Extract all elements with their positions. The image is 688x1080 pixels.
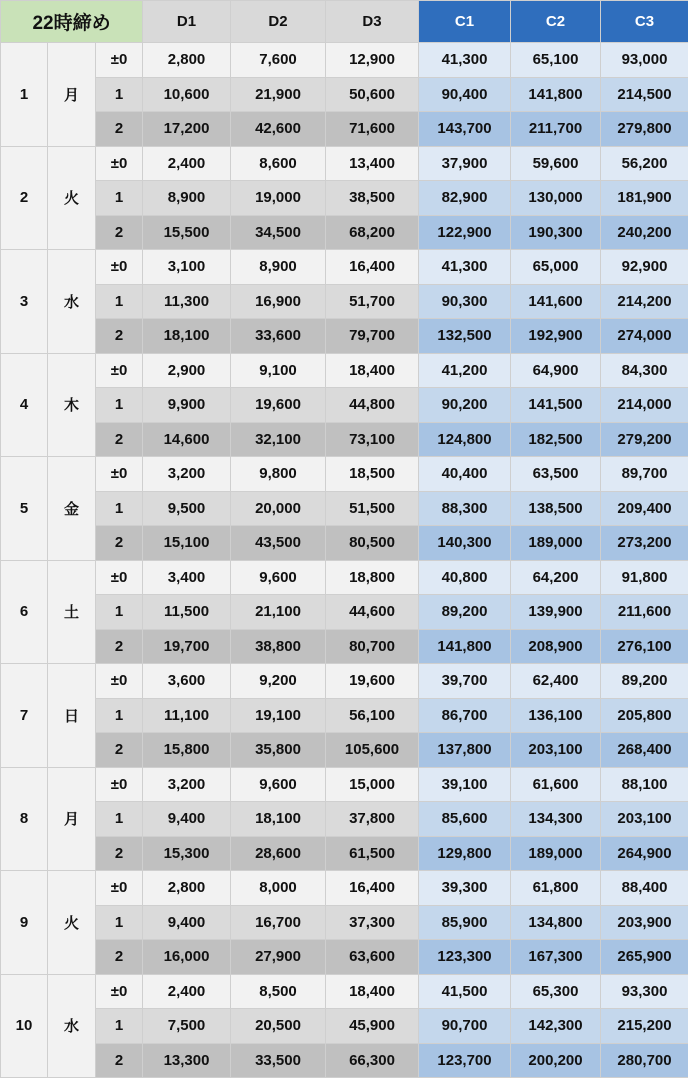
value-cell-c3[interactable]: 214,200 (601, 284, 688, 319)
value-cell-d2[interactable]: 9,600 (231, 767, 326, 802)
value-cell-c1[interactable]: 89,200 (419, 595, 511, 630)
value-cell-d2[interactable]: 18,100 (231, 802, 326, 837)
value-cell-d3[interactable]: 45,900 (326, 1009, 419, 1044)
value-cell-d3[interactable]: 37,300 (326, 905, 419, 940)
level-cell[interactable]: 2 (96, 526, 143, 561)
value-cell-d3[interactable]: 56,100 (326, 698, 419, 733)
value-cell-d2[interactable]: 8,600 (231, 146, 326, 181)
value-cell-c1[interactable]: 123,300 (419, 940, 511, 975)
value-cell-c2[interactable]: 190,300 (511, 215, 601, 250)
level-cell[interactable]: 1 (96, 491, 143, 526)
value-cell-d1[interactable]: 2,800 (143, 871, 231, 906)
value-cell-d3[interactable]: 12,900 (326, 43, 419, 78)
value-cell-c1[interactable]: 41,200 (419, 353, 511, 388)
value-cell-d1[interactable]: 18,100 (143, 319, 231, 354)
value-cell-d2[interactable]: 21,100 (231, 595, 326, 630)
value-cell-c3[interactable]: 279,200 (601, 422, 688, 457)
value-cell-c1[interactable]: 124,800 (419, 422, 511, 457)
value-cell-c1[interactable]: 37,900 (419, 146, 511, 181)
value-cell-d1[interactable]: 2,800 (143, 43, 231, 78)
value-cell-d2[interactable]: 38,800 (231, 629, 326, 664)
value-cell-d1[interactable]: 15,800 (143, 733, 231, 768)
value-cell-d1[interactable]: 13,300 (143, 1043, 231, 1078)
table-row (1, 664, 688, 699)
value-cell-d1[interactable]: 10,600 (143, 77, 231, 112)
table-row (1, 1043, 688, 1078)
value-cell-c2[interactable]: 64,900 (511, 353, 601, 388)
value-cell-d3[interactable]: 18,400 (326, 353, 419, 388)
value-cell-d2[interactable]: 8,500 (231, 974, 326, 1009)
value-cell-c1[interactable]: 82,900 (419, 181, 511, 216)
value-cell-d1[interactable]: 15,100 (143, 526, 231, 561)
value-cell-c1[interactable]: 88,300 (419, 491, 511, 526)
value-cell-d3[interactable]: 44,600 (326, 595, 419, 630)
value-cell-c3[interactable]: 84,300 (601, 353, 688, 388)
table-row (1, 940, 688, 975)
weekday-cell[interactable]: 水 (48, 250, 96, 354)
value-cell-c1[interactable]: 132,500 (419, 319, 511, 354)
table-title[interactable]: 22時締め (1, 1, 143, 43)
value-cell-d1[interactable]: 9,400 (143, 802, 231, 837)
table-row (1, 733, 688, 768)
level-cell[interactable]: ±0 (96, 250, 143, 285)
header-row (1, 1, 688, 43)
value-cell-c3[interactable]: 56,200 (601, 146, 688, 181)
value-cell-d2[interactable]: 42,600 (231, 112, 326, 147)
value-cell-c1[interactable]: 90,700 (419, 1009, 511, 1044)
value-cell-d1[interactable]: 19,700 (143, 629, 231, 664)
table-row (1, 353, 688, 388)
value-cell-d3[interactable]: 80,700 (326, 629, 419, 664)
table-row (1, 526, 688, 561)
weekday-cell[interactable]: 水 (48, 974, 96, 1078)
table-row (1, 319, 688, 354)
value-cell-d2[interactable]: 8,000 (231, 871, 326, 906)
value-cell-c2[interactable]: 62,400 (511, 664, 601, 699)
value-cell-c2[interactable]: 141,600 (511, 284, 601, 319)
level-cell[interactable]: ±0 (96, 457, 143, 492)
value-cell-c3[interactable]: 93,000 (601, 43, 688, 78)
level-cell[interactable]: ±0 (96, 974, 143, 1009)
level-cell[interactable]: ±0 (96, 767, 143, 802)
value-cell-d3[interactable]: 73,100 (326, 422, 419, 457)
value-cell-d3[interactable]: 105,600 (326, 733, 419, 768)
table-body (1, 43, 688, 1078)
value-cell-d1[interactable]: 14,600 (143, 422, 231, 457)
value-cell-d1[interactable]: 9,500 (143, 491, 231, 526)
value-cell-c2[interactable]: 208,900 (511, 629, 601, 664)
value-cell-c1[interactable]: 39,100 (419, 767, 511, 802)
value-cell-c1[interactable]: 41,500 (419, 974, 511, 1009)
level-cell[interactable]: 1 (96, 388, 143, 423)
value-cell-d3[interactable]: 80,500 (326, 526, 419, 561)
level-cell[interactable]: 1 (96, 595, 143, 630)
value-cell-c3[interactable]: 274,000 (601, 319, 688, 354)
value-cell-d3[interactable]: 16,400 (326, 250, 419, 285)
day-number-cell[interactable]: 3 (1, 250, 48, 354)
day-number-cell[interactable]: 9 (1, 871, 48, 975)
value-cell-d2[interactable]: 33,600 (231, 319, 326, 354)
value-cell-d1[interactable]: 8,900 (143, 181, 231, 216)
value-cell-d1[interactable]: 3,200 (143, 767, 231, 802)
level-cell[interactable]: ±0 (96, 353, 143, 388)
value-cell-d3[interactable]: 37,800 (326, 802, 419, 837)
value-cell-c2[interactable]: 189,000 (511, 836, 601, 871)
level-cell[interactable]: 1 (96, 905, 143, 940)
day-number-cell[interactable]: 2 (1, 146, 48, 250)
value-cell-d3[interactable]: 13,400 (326, 146, 419, 181)
value-cell-c3[interactable]: 93,300 (601, 974, 688, 1009)
value-cell-d1[interactable]: 9,400 (143, 905, 231, 940)
value-cell-c2[interactable]: 61,600 (511, 767, 601, 802)
value-cell-d2[interactable]: 21,900 (231, 77, 326, 112)
value-cell-c3[interactable]: 215,200 (601, 1009, 688, 1044)
value-cell-d3[interactable]: 18,400 (326, 974, 419, 1009)
value-cell-d2[interactable]: 28,600 (231, 836, 326, 871)
value-cell-c3[interactable]: 203,900 (601, 905, 688, 940)
value-cell-d2[interactable]: 19,600 (231, 388, 326, 423)
weekday-cell[interactable]: 日 (48, 664, 96, 768)
day-number-cell[interactable]: 10 (1, 974, 48, 1078)
value-cell-c2[interactable]: 134,800 (511, 905, 601, 940)
value-cell-c1[interactable]: 90,300 (419, 284, 511, 319)
level-cell[interactable]: ±0 (96, 146, 143, 181)
value-cell-d1[interactable]: 17,200 (143, 112, 231, 147)
value-cell-c1[interactable]: 86,700 (419, 698, 511, 733)
column-header-d3[interactable]: D3 (326, 1, 419, 43)
value-cell-c2[interactable]: 192,900 (511, 319, 601, 354)
value-cell-d3[interactable]: 18,800 (326, 560, 419, 595)
value-cell-c2[interactable]: 65,300 (511, 974, 601, 1009)
value-cell-c1[interactable]: 40,400 (419, 457, 511, 492)
level-cell[interactable]: 1 (96, 181, 143, 216)
value-cell-d3[interactable]: 38,500 (326, 181, 419, 216)
value-cell-c1[interactable]: 122,900 (419, 215, 511, 250)
value-cell-d2[interactable]: 20,000 (231, 491, 326, 526)
day-number-cell[interactable]: 7 (1, 664, 48, 768)
value-cell-c3[interactable]: 211,600 (601, 595, 688, 630)
level-cell[interactable]: 1 (96, 1009, 143, 1044)
value-cell-c3[interactable]: 273,200 (601, 526, 688, 561)
value-cell-d3[interactable]: 61,500 (326, 836, 419, 871)
table-row (1, 595, 688, 630)
value-cell-d2[interactable]: 33,500 (231, 1043, 326, 1078)
value-cell-c2[interactable]: 65,100 (511, 43, 601, 78)
value-cell-c1[interactable]: 137,800 (419, 733, 511, 768)
value-cell-c2[interactable]: 141,500 (511, 388, 601, 423)
level-cell[interactable]: 2 (96, 319, 143, 354)
weekday-cell[interactable]: 土 (48, 560, 96, 664)
value-cell-d1[interactable]: 2,400 (143, 146, 231, 181)
value-cell-c2[interactable]: 211,700 (511, 112, 601, 147)
value-cell-c1[interactable]: 140,300 (419, 526, 511, 561)
value-cell-c2[interactable]: 138,500 (511, 491, 601, 526)
value-cell-c1[interactable]: 141,800 (419, 629, 511, 664)
value-cell-c3[interactable]: 265,900 (601, 940, 688, 975)
value-cell-d3[interactable]: 51,700 (326, 284, 419, 319)
value-cell-c1[interactable]: 39,300 (419, 871, 511, 906)
level-cell[interactable]: 2 (96, 836, 143, 871)
value-cell-c3[interactable]: 209,400 (601, 491, 688, 526)
value-cell-c2[interactable]: 200,200 (511, 1043, 601, 1078)
value-cell-d3[interactable]: 79,700 (326, 319, 419, 354)
level-cell[interactable]: ±0 (96, 43, 143, 78)
value-cell-c1[interactable]: 129,800 (419, 836, 511, 871)
day-number-cell[interactable]: 8 (1, 767, 48, 871)
value-cell-c1[interactable]: 40,800 (419, 560, 511, 595)
value-cell-c2[interactable]: 182,500 (511, 422, 601, 457)
value-cell-d3[interactable]: 19,600 (326, 664, 419, 699)
value-cell-d2[interactable]: 9,100 (231, 353, 326, 388)
table-row (1, 802, 688, 837)
value-cell-c3[interactable]: 279,800 (601, 112, 688, 147)
value-cell-c3[interactable]: 88,100 (601, 767, 688, 802)
level-cell[interactable]: 2 (96, 940, 143, 975)
value-cell-d3[interactable]: 66,300 (326, 1043, 419, 1078)
weekday-cell[interactable]: 金 (48, 457, 96, 561)
value-cell-c3[interactable]: 89,200 (601, 664, 688, 699)
value-cell-d1[interactable]: 3,100 (143, 250, 231, 285)
value-cell-d1[interactable]: 15,500 (143, 215, 231, 250)
value-cell-c3[interactable]: 92,900 (601, 250, 688, 285)
value-cell-d1[interactable]: 2,400 (143, 974, 231, 1009)
table-row (1, 43, 688, 78)
value-cell-d3[interactable]: 71,600 (326, 112, 419, 147)
table-row (1, 284, 688, 319)
value-cell-c3[interactable]: 214,000 (601, 388, 688, 423)
level-cell[interactable]: ±0 (96, 664, 143, 699)
day-number-cell[interactable]: 4 (1, 353, 48, 457)
level-cell[interactable]: 1 (96, 802, 143, 837)
value-cell-c2[interactable]: 134,300 (511, 802, 601, 837)
value-cell-d3[interactable]: 18,500 (326, 457, 419, 492)
day-number-cell[interactable]: 1 (1, 43, 48, 147)
table-row (1, 215, 688, 250)
value-cell-c2[interactable]: 136,100 (511, 698, 601, 733)
weekday-cell[interactable]: 木 (48, 353, 96, 457)
level-cell[interactable]: 2 (96, 1043, 143, 1078)
table-row (1, 629, 688, 664)
value-cell-d1[interactable]: 2,900 (143, 353, 231, 388)
value-cell-d2[interactable]: 35,800 (231, 733, 326, 768)
value-cell-c1[interactable]: 39,700 (419, 664, 511, 699)
table-row (1, 250, 688, 285)
table-row (1, 77, 688, 112)
table-row (1, 974, 688, 1009)
table-row (1, 181, 688, 216)
value-cell-c2[interactable]: 64,200 (511, 560, 601, 595)
column-header-d1[interactable]: D1 (143, 1, 231, 43)
value-cell-c1[interactable]: 90,400 (419, 77, 511, 112)
value-cell-d2[interactable]: 20,500 (231, 1009, 326, 1044)
value-cell-c2[interactable]: 167,300 (511, 940, 601, 975)
value-cell-c1[interactable]: 85,900 (419, 905, 511, 940)
table-row (1, 1009, 688, 1044)
table-row (1, 698, 688, 733)
value-cell-c2[interactable]: 142,300 (511, 1009, 601, 1044)
value-cell-c2[interactable]: 61,800 (511, 871, 601, 906)
value-cell-d3[interactable]: 51,500 (326, 491, 419, 526)
value-cell-c3[interactable]: 240,200 (601, 215, 688, 250)
level-cell[interactable]: 2 (96, 215, 143, 250)
table-row (1, 422, 688, 457)
value-cell-c3[interactable]: 268,400 (601, 733, 688, 768)
value-cell-c2[interactable]: 139,900 (511, 595, 601, 630)
value-cell-d2[interactable]: 43,500 (231, 526, 326, 561)
value-cell-d1[interactable]: 7,500 (143, 1009, 231, 1044)
value-cell-c1[interactable]: 41,300 (419, 250, 511, 285)
level-cell[interactable]: ±0 (96, 560, 143, 595)
level-cell[interactable]: 2 (96, 112, 143, 147)
value-cell-d3[interactable]: 50,600 (326, 77, 419, 112)
value-cell-c3[interactable]: 264,900 (601, 836, 688, 871)
value-cell-c2[interactable]: 141,800 (511, 77, 601, 112)
value-cell-d2[interactable]: 9,600 (231, 560, 326, 595)
value-cell-d3[interactable]: 16,400 (326, 871, 419, 906)
value-cell-c3[interactable]: 205,800 (601, 698, 688, 733)
value-cell-d1[interactable]: 15,300 (143, 836, 231, 871)
value-cell-c1[interactable]: 123,700 (419, 1043, 511, 1078)
column-header-c2[interactable]: C2 (511, 1, 601, 43)
table-row (1, 146, 688, 181)
value-cell-c2[interactable]: 203,100 (511, 733, 601, 768)
column-header-c1[interactable]: C1 (419, 1, 511, 43)
value-cell-d2[interactable]: 34,500 (231, 215, 326, 250)
value-cell-c2[interactable]: 130,000 (511, 181, 601, 216)
value-cell-d2[interactable]: 9,800 (231, 457, 326, 492)
value-cell-d3[interactable]: 63,600 (326, 940, 419, 975)
value-cell-c2[interactable]: 65,000 (511, 250, 601, 285)
table-row (1, 905, 688, 940)
value-cell-d2[interactable]: 19,000 (231, 181, 326, 216)
level-cell[interactable]: ±0 (96, 871, 143, 906)
value-cell-c3[interactable]: 214,500 (601, 77, 688, 112)
value-cell-c3[interactable]: 181,900 (601, 181, 688, 216)
table-row (1, 871, 688, 906)
column-header-d2[interactable]: D2 (231, 1, 326, 43)
value-cell-d2[interactable]: 19,100 (231, 698, 326, 733)
value-cell-d2[interactable]: 9,200 (231, 664, 326, 699)
weekday-cell[interactable]: 月 (48, 43, 96, 147)
level-cell[interactable]: 1 (96, 284, 143, 319)
value-cell-d2[interactable]: 16,700 (231, 905, 326, 940)
value-cell-d2[interactable]: 27,900 (231, 940, 326, 975)
value-cell-d3[interactable]: 68,200 (326, 215, 419, 250)
level-cell[interactable]: 1 (96, 77, 143, 112)
value-cell-d1[interactable]: 9,900 (143, 388, 231, 423)
day-number-cell[interactable]: 6 (1, 560, 48, 664)
weekday-cell[interactable]: 火 (48, 871, 96, 975)
value-cell-c3[interactable]: 88,400 (601, 871, 688, 906)
value-cell-d3[interactable]: 44,800 (326, 388, 419, 423)
value-cell-d2[interactable]: 7,600 (231, 43, 326, 78)
table-row (1, 767, 688, 802)
value-cell-c1[interactable]: 41,300 (419, 43, 511, 78)
value-cell-d1[interactable]: 11,500 (143, 595, 231, 630)
value-cell-d1[interactable]: 11,100 (143, 698, 231, 733)
level-cell[interactable]: 2 (96, 733, 143, 768)
weekday-cell[interactable]: 月 (48, 767, 96, 871)
table-row (1, 836, 688, 871)
weekday-cell[interactable]: 火 (48, 146, 96, 250)
value-cell-c3[interactable]: 203,100 (601, 802, 688, 837)
level-cell[interactable]: 1 (96, 698, 143, 733)
value-cell-c3[interactable]: 89,700 (601, 457, 688, 492)
value-cell-c1[interactable]: 85,600 (419, 802, 511, 837)
table-row (1, 491, 688, 526)
value-cell-c2[interactable]: 59,600 (511, 146, 601, 181)
value-cell-c2[interactable]: 63,500 (511, 457, 601, 492)
value-cell-d2[interactable]: 8,900 (231, 250, 326, 285)
value-cell-d1[interactable]: 16,000 (143, 940, 231, 975)
value-cell-d1[interactable]: 3,400 (143, 560, 231, 595)
value-cell-c2[interactable]: 189,000 (511, 526, 601, 561)
value-cell-c3[interactable]: 280,700 (601, 1043, 688, 1078)
value-cell-c3[interactable]: 91,800 (601, 560, 688, 595)
level-cell[interactable]: 2 (96, 422, 143, 457)
value-cell-d3[interactable]: 15,000 (326, 767, 419, 802)
value-cell-c1[interactable]: 143,700 (419, 112, 511, 147)
value-cell-c3[interactable]: 276,100 (601, 629, 688, 664)
table-row (1, 560, 688, 595)
value-cell-c1[interactable]: 90,200 (419, 388, 511, 423)
level-cell[interactable]: 2 (96, 629, 143, 664)
day-number-cell[interactable]: 5 (1, 457, 48, 561)
table-row (1, 388, 688, 423)
table-row (1, 457, 688, 492)
table-row (1, 112, 688, 147)
value-cell-d1[interactable]: 11,300 (143, 284, 231, 319)
column-header-c3[interactable]: C3 (601, 1, 688, 43)
value-cell-d2[interactable]: 32,100 (231, 422, 326, 457)
value-cell-d2[interactable]: 16,900 (231, 284, 326, 319)
value-cell-d1[interactable]: 3,600 (143, 664, 231, 699)
value-cell-d1[interactable]: 3,200 (143, 457, 231, 492)
